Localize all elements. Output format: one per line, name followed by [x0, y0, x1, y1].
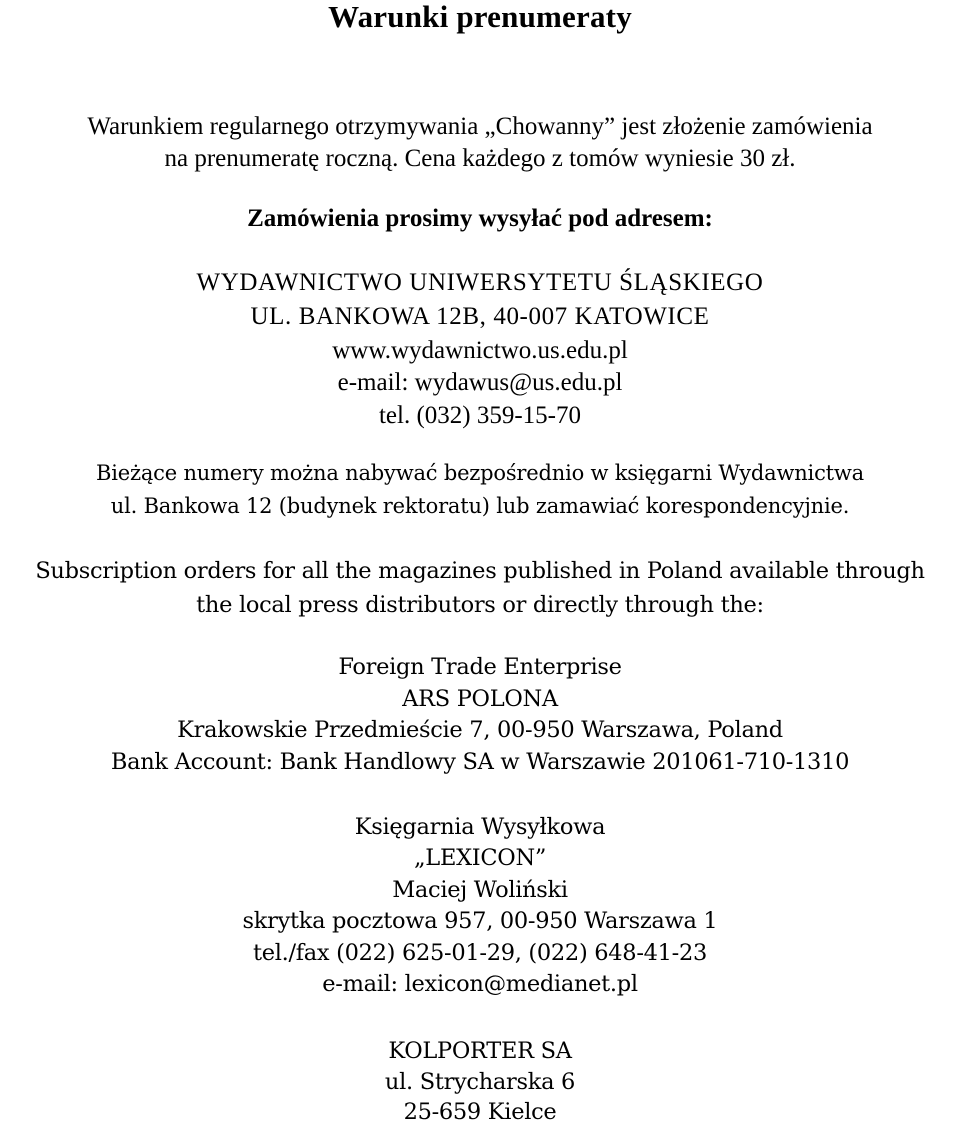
ars-polona-line-2: ARS POLONA — [402, 686, 558, 712]
subscription-note-line-2: the local press distributors or directly through the: — [196, 592, 764, 618]
ars-polona-line-1: Foreign Trade Enterprise — [338, 654, 622, 680]
bookshop-note-line-1: Bieżące numery można nabywać bezpośrednio w księgarni Wydawnictwa — [96, 461, 864, 485]
intro-line-2: na prenumeratę roczną. Cena każdego z tomów wyniesie 30 zł. — [164, 145, 796, 172]
publisher-address: UL. BANKOWA 12B, 40-007 KATOWICE — [250, 303, 710, 330]
ars-polona-line-3: Krakowskie Przedmieście 7, 00-950 Warszawa, Poland — [177, 717, 783, 743]
kolporter-line-2: ul. Strycharska 6 — [384, 1069, 576, 1095]
publisher-email: e-mail: wydawus@us.edu.pl — [337, 369, 623, 396]
lexicon-line-1: Księgarnia Wysyłkowa — [354, 814, 606, 840]
lexicon-line-5: tel./fax (022) 625-01-29, (022) 648-41-23 — [252, 940, 707, 966]
bookshop-note-line-2: ul. Bankowa 12 (budynek rektoratu) lub zamawiać korespondencyjnie. — [110, 494, 850, 518]
publisher-name: WYDAWNICTWO UNIWERSYTETU ŚLĄSKIEGO — [196, 269, 764, 296]
publisher-phone: tel. (032) 359-15-70 — [378, 402, 582, 429]
orders-heading: Zamówienia prosimy wysyłać pod adresem: — [247, 205, 713, 232]
ars-polona-line-4: Bank Account: Bank Handlowy SA w Warszawie 201061-710-1310 — [110, 749, 850, 775]
kolporter-line-3: 25-659 Kielce — [403, 1099, 557, 1125]
intro-line-1: Warunkiem regularnego otrzymywania „Chowanny” jest złożenie zamówienia — [87, 113, 873, 140]
page-title: Warunki prenumeraty — [328, 0, 632, 34]
lexicon-line-6: e-mail: lexicon@medianet.pl — [322, 971, 638, 997]
lexicon-line-4: skrytka pocztowa 957, 00-950 Warszawa 1 — [242, 908, 718, 934]
publisher-website: www.wydawnictwo.us.edu.pl — [332, 337, 628, 364]
lexicon-line-2: „LEXICON” — [413, 845, 547, 871]
subscription-note-line-1: Subscription orders for all the magazines published in Poland available through — [35, 558, 925, 584]
kolporter-line-1: KOLPORTER SA — [388, 1038, 572, 1064]
lexicon-line-3: Maciej Woliński — [392, 877, 568, 903]
